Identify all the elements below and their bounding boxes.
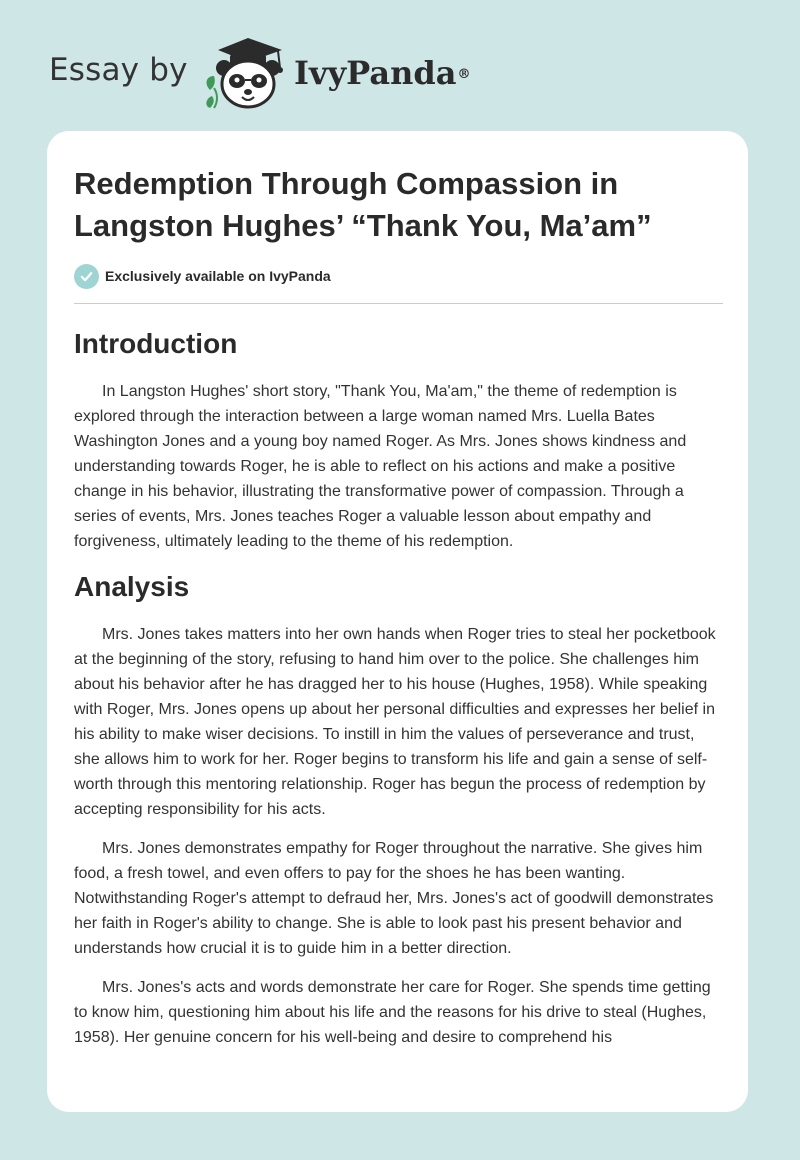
paragraph: In Langston Hughes' short story, "Thank You, Ma'am," the theme of redemption is explored through the interaction between a large woman named Mrs. Luella Bates Washington Jones and a young boy named Roger. As Mrs. Jones shows kindness and understanding towards Roger, he is able to reflect on his actions and make a positive change in his behavior, illustrating the transformative power of compassion. Through a series of events, Mrs. Jones teaches Roger a valuable lesson about empathy and forgiveness, ultimately leading to the theme of his redemption. (74, 383, 687, 550)
essay-by-label: Essay by (49, 52, 188, 88)
section-heading-introduction: Introduction (74, 328, 238, 359)
paragraph: Mrs. Jones's acts and words demonstrate her care for Roger. She spends time getting to know him, questioning him about his life and the reasons for his drive to steal (Hughes, 1958). Her genuine concern for his well-being and desire to comprehend his (74, 979, 711, 1046)
exclusive-text: Exclusively available on IvyPanda (105, 268, 331, 284)
paragraph: Mrs. Jones takes matters into her own hands when Roger tries to steal her pocketbook at the beginning of the story, refusing to hand him over to the police. She challenges him about his behavior after he has dragged her to his house (Hughes, 1958). While speaking with Roger, Mrs. Jones opens up about her personal difficulties and expresses her belief in his ability to make wiser decisions. To instill in him the values of perseverance and trust, she allows him to work for her. Roger begins to transform his life and gain a sense of self-worth through this mentoring relationship. Roger has begun the process of redemption by accepting responsibility for his acts. (74, 626, 716, 818)
divider (74, 303, 723, 304)
exclusive-badge (74, 263, 331, 289)
paragraph: Mrs. Jones demonstrates empathy for Roger throughout the narrative. She gives him food, a fresh towel, and even offers to pay for the shoes he has been wanting. Notwithstanding Roger's attempt to defraud her, Mrs. Jones's act of goodwill demonstrates her faith in Roger's ability to change. She is able to look past his present behavior and understands how crucial it is to guide him in a better direction. (74, 840, 714, 957)
brand-text: IvyPanda (294, 54, 457, 92)
site-header (0, 0, 800, 130)
essay-body (74, 309, 723, 1064)
panda-graduate-icon[interactable] (200, 32, 292, 112)
brand-name[interactable] (294, 51, 470, 95)
essay-title: Redemption Through Compassion in Langston Hughes’ “Thank You, Ma’am” (74, 166, 652, 243)
check-icon (74, 264, 99, 289)
section-heading-analysis: Analysis (74, 571, 190, 602)
essay-card (47, 131, 748, 1112)
registered-mark: ® (457, 67, 471, 82)
